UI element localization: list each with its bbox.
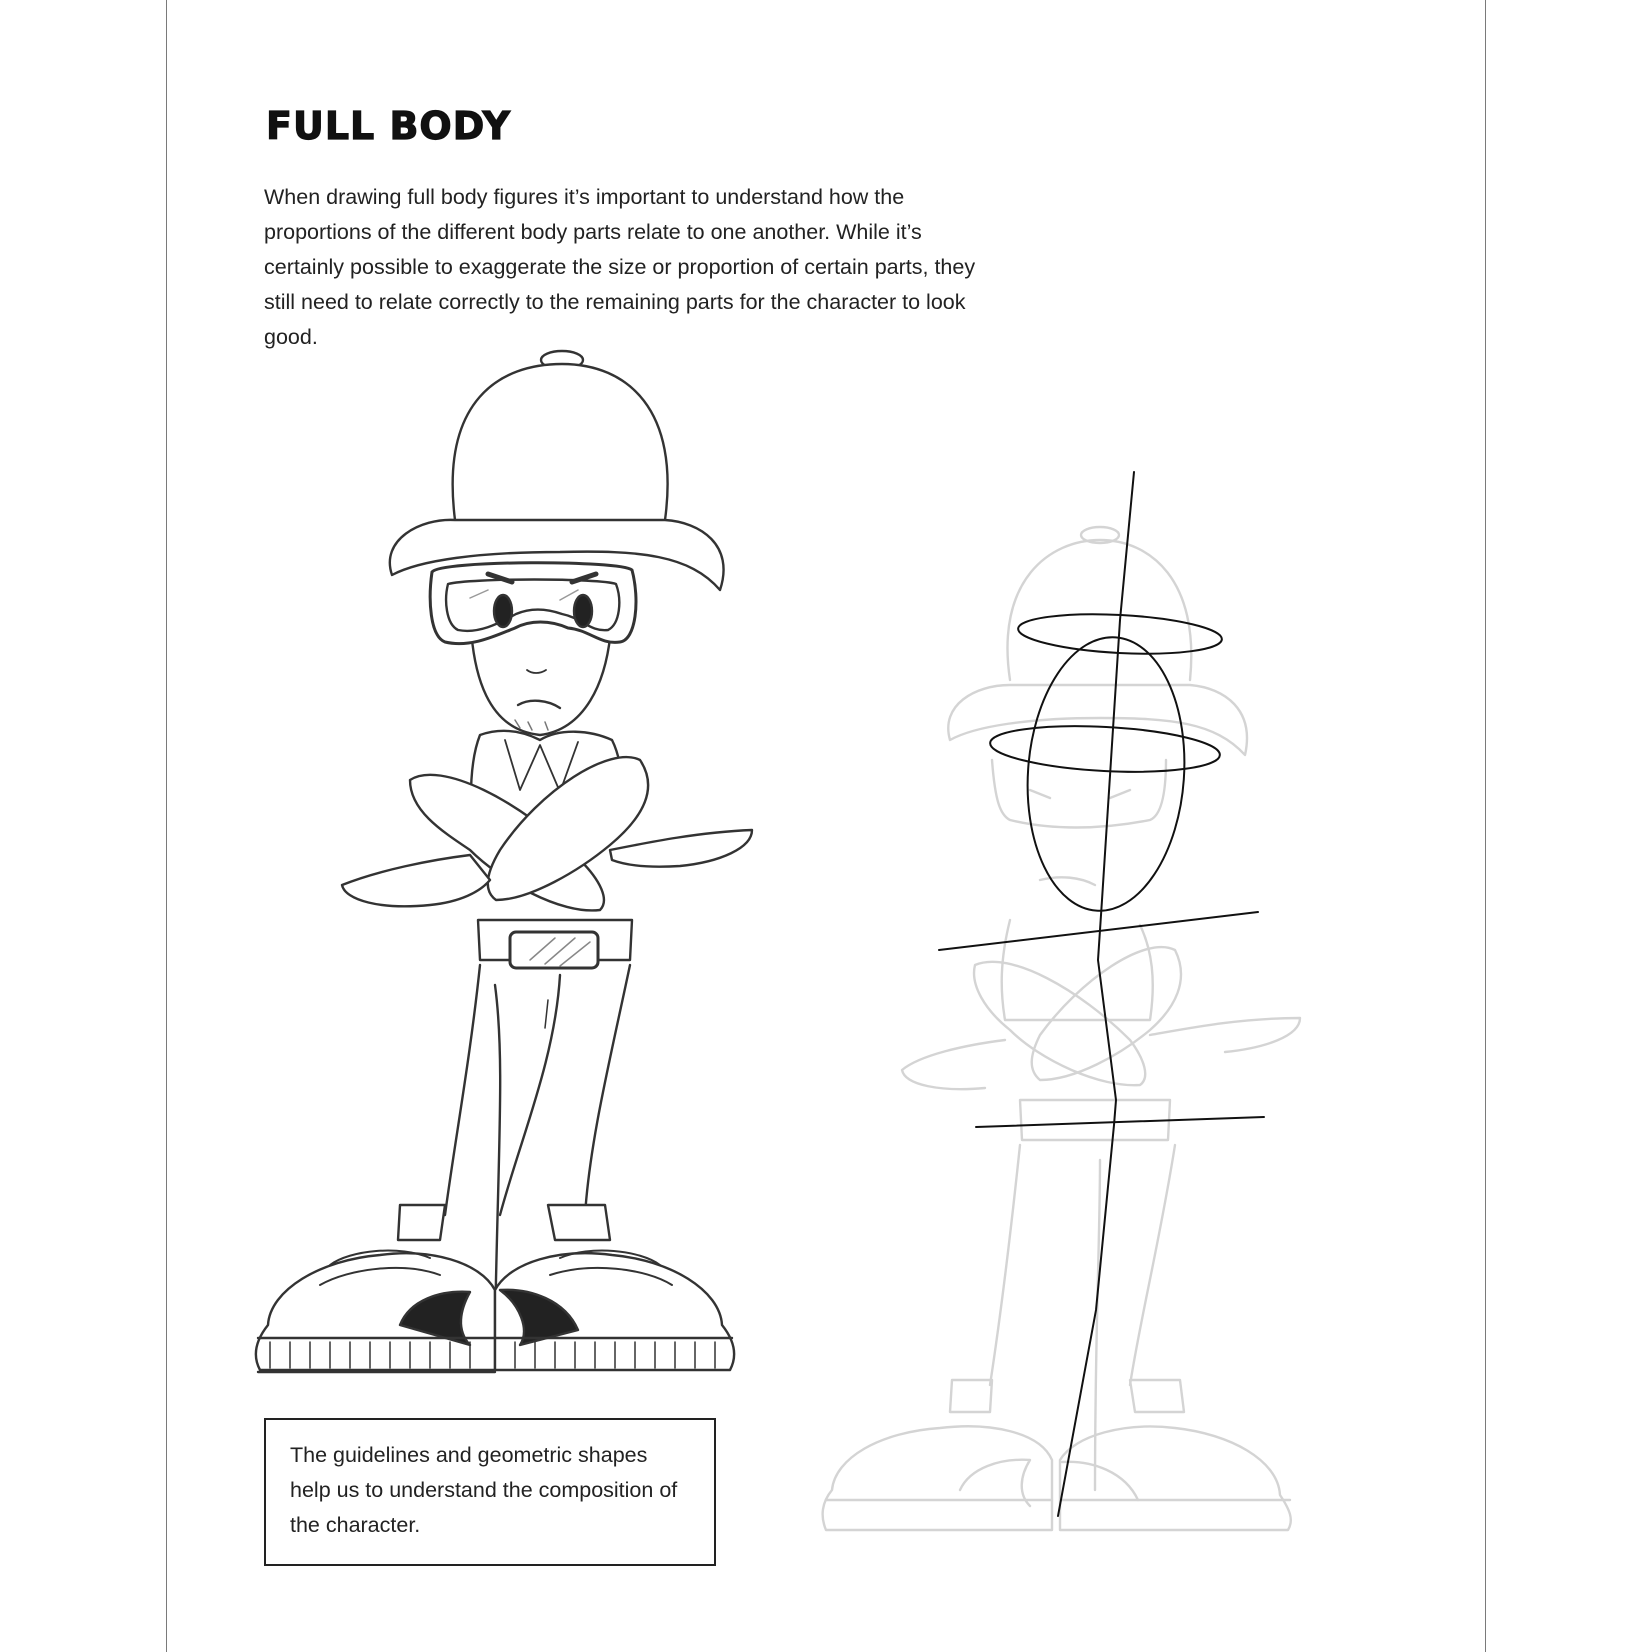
- construction-guidelines: [939, 472, 1264, 1516]
- hat-brim-ellipse: [989, 721, 1221, 777]
- hip-line: [976, 1117, 1264, 1127]
- page-title: FULL BODY: [266, 104, 512, 148]
- head-oval: [1019, 632, 1194, 916]
- character-drawing: [256, 351, 752, 1372]
- construction-ghost-figure: [823, 527, 1300, 1530]
- caption-box: [264, 1418, 716, 1566]
- caption-text: The guidelines and geometric shapes help us to understand the composition of the character.: [290, 1443, 678, 1537]
- intro-paragraph: When drawing full body figures it’s important to understand how the proportions of the different body parts relate to one another. While it’s certainly possible to exaggerate the size or proportion of certain parts, they still need to relate correctly to the remaining parts for the character to look good.: [264, 185, 976, 349]
